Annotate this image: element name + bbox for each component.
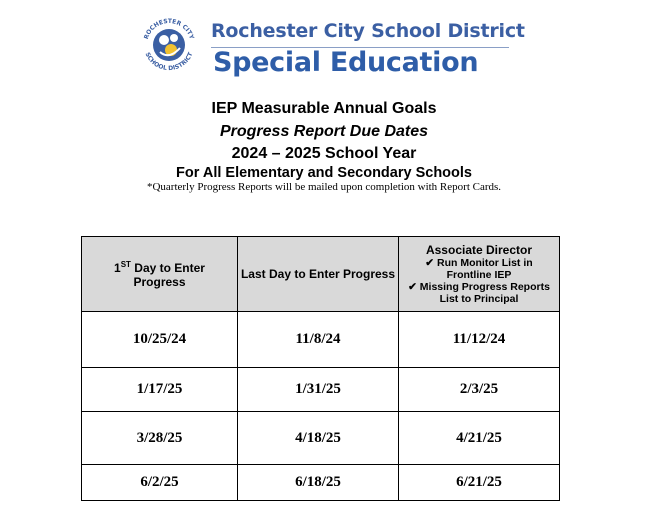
column-header-associate-director: Associate Director ✔ Run Monitor List in Frontline IEP ✔ Missing Progress Reports List to Principal	[399, 237, 560, 312]
letterhead	[138, 12, 525, 78]
document-titles	[0, 99, 648, 194]
first-day-cell: 3/28/25	[82, 412, 238, 465]
district-logo-icon	[138, 14, 200, 76]
table-row	[82, 312, 560, 368]
table-header-row	[82, 237, 560, 312]
title-line-2: Progress Report Due Dates	[219, 123, 429, 140]
footnote: *Quarterly Progress Reports will be mailed upon completion with Report Cards.	[146, 181, 502, 193]
column-header-first-day: 1ST Day to Enter Progress	[82, 237, 238, 312]
associate-director-cell: 11/12/24	[399, 312, 560, 368]
title-line-1: IEP Measurable Annual Goals	[211, 100, 437, 117]
first-day-cell: 1/17/25	[82, 368, 238, 412]
table-row	[82, 368, 560, 412]
table-row	[82, 465, 560, 501]
associate-director-cell: 4/21/25	[399, 412, 560, 465]
school-year: 2024 – 2025 School Year	[231, 145, 417, 162]
check-icon: ✔	[408, 280, 417, 293]
last-day-cell: 1/31/25	[238, 368, 399, 412]
associate-director-cell: 6/21/25	[399, 465, 560, 501]
district-name: Rochester City School District	[211, 20, 525, 42]
title-line-4: For All Elementary and Secondary Schools	[176, 165, 472, 181]
svg-text:SCHOOL DISTRICT: SCHOOL DISTRICT	[143, 51, 195, 73]
svg-text:ROCHESTER CITY: ROCHESTER CITY	[142, 17, 196, 41]
last-day-cell: 4/18/25	[238, 412, 399, 465]
associate-director-label: Associate Director	[425, 242, 533, 257]
first-day-cell: 6/2/25	[82, 465, 238, 501]
check-icon: ✔	[425, 256, 435, 269]
due-dates-table	[81, 236, 560, 501]
table-row	[82, 412, 560, 465]
department-title: Special Education	[213, 47, 479, 78]
last-day-cell: 11/8/24	[238, 312, 399, 368]
last-day-cell: 6/18/25	[238, 465, 399, 501]
column-header-last-day: Last Day to Enter Progress	[238, 237, 399, 312]
first-day-cell: 10/25/24	[82, 312, 238, 368]
associate-director-cell: 2/3/25	[399, 368, 560, 412]
